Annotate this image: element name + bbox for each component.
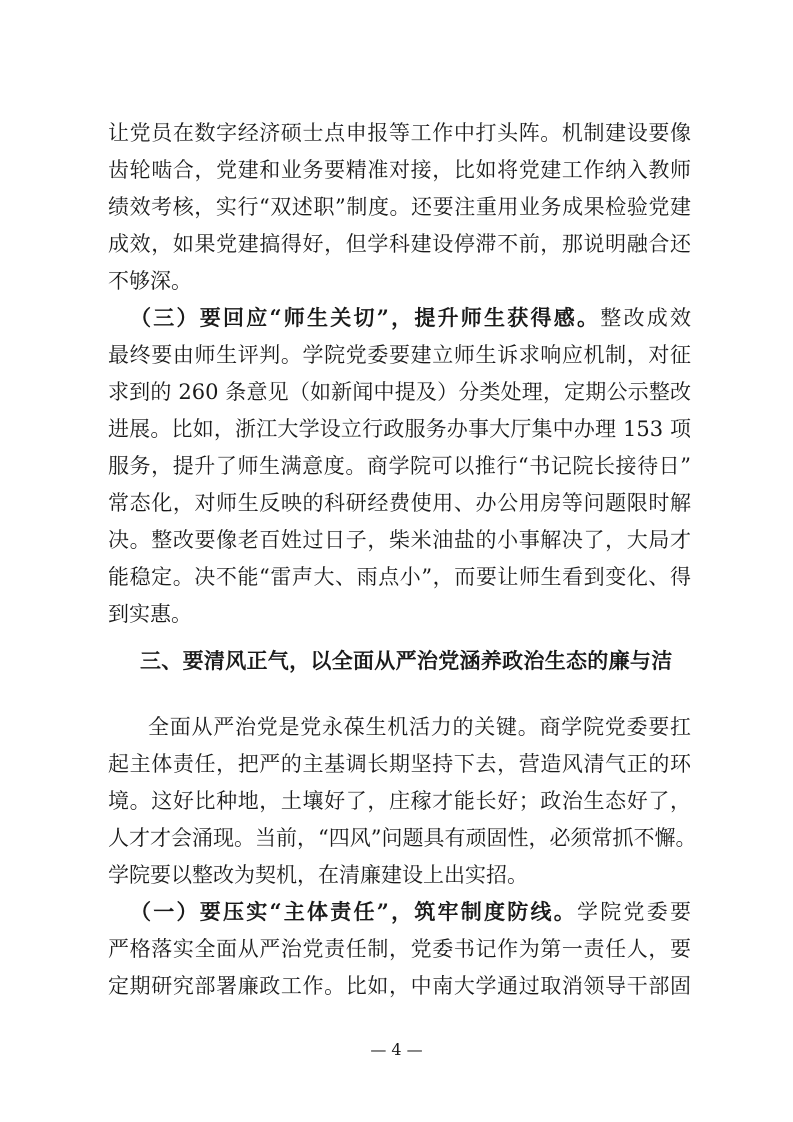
line-text: 最终要由师生评判。学院党委要建立师生诉求响应机制，对征 [108,343,691,367]
text-line [108,973,691,999]
line-text: 学院要以整改为契机，在清廉建设上出实招。 [108,863,528,887]
line-text: 服务，提升了师生满意度。商学院可以推行“书记院长接待日” [108,454,691,478]
text-line [108,379,691,405]
text-line [108,120,691,146]
text-line [108,157,691,183]
line-text: 到实惠。 [108,602,192,626]
line-text: 人才才会涌现。当前，“四风”问题具有顽固性，必须常抓不懈。 [108,826,697,850]
line-text: 求到的 260 条意见（如新闻中提及）分类处理，定期公示整改 [108,380,691,404]
text-line [108,527,691,553]
line-text: 齿轮啮合，党建和业务要精准对接，比如将党建工作纳入教师 [108,158,691,182]
text-line [108,490,691,516]
text-line [148,714,691,740]
text-line [108,416,691,442]
text-line [108,825,697,851]
line-text: 整改成效 [600,306,691,330]
text-line [130,305,691,331]
text-line [108,268,691,294]
line-text: 能稳定。决不能“雷声大、雨点小”，而要让师生看到变化、得 [108,565,691,589]
bold-lead: （一）要压实“主体责任”，筑牢制度防线。 [130,899,578,924]
line-text: 成效，如果党建搞得好，但学科建设停滞不前，那说明融合还 [108,232,691,256]
line-text: 学院党委要 [577,900,691,924]
line-text: 绩效考核，实行“双述职”制度。还要注重用业务成果检验党建 [108,195,691,219]
line-text: 定期研究部署廉政工作。比如，中南大学通过取消领导干部固 [108,974,691,998]
line-text: 常态化，对师生反映的科研经费使用、办公用房等问题限时解 [108,491,691,515]
text-line [108,788,691,814]
line-text: 严格落实全面从严治党责任制，党委书记作为第一责任人，要 [108,937,691,961]
text-line [108,936,691,962]
line-text: 让党员在数字经济硕士点申报等工作中打头阵。机制建设要像 [108,121,691,145]
text-line [108,751,691,777]
text-line [108,194,691,220]
line-text: 进展。比如，浙江大学设立行政服务办事大厅集中办理 153 项 [108,417,691,441]
page-number: — 4 — [370,1040,423,1059]
line-text: 起主体责任，把严的主基调长期坚持下去，营造风清气正的环 [108,752,691,776]
text-line [108,601,691,627]
bold-lead: （三）要回应“师生关切”，提升师生获得感。 [130,305,601,330]
text-line [108,231,691,257]
text-line [108,564,691,590]
text-line [108,862,691,888]
line-text: 不够深。 [108,269,192,293]
line-text: 全面从严治党是党永葆生机活力的关键。商学院党委要扛 [148,715,691,739]
section-heading [140,648,691,674]
text-line [108,453,691,479]
text-line [130,899,691,925]
line-text: 决。整改要像老百姓过日子，柴米油盐的小事解决了，大局才 [108,528,691,552]
text-line [108,342,691,368]
line-text: 境。这好比种地，土壤好了，庄稼才能长好；政治生态好了， [108,789,691,813]
line-text: 三、要清风正气，以全面从严治党涵养政治生态的廉与洁 [140,648,673,673]
